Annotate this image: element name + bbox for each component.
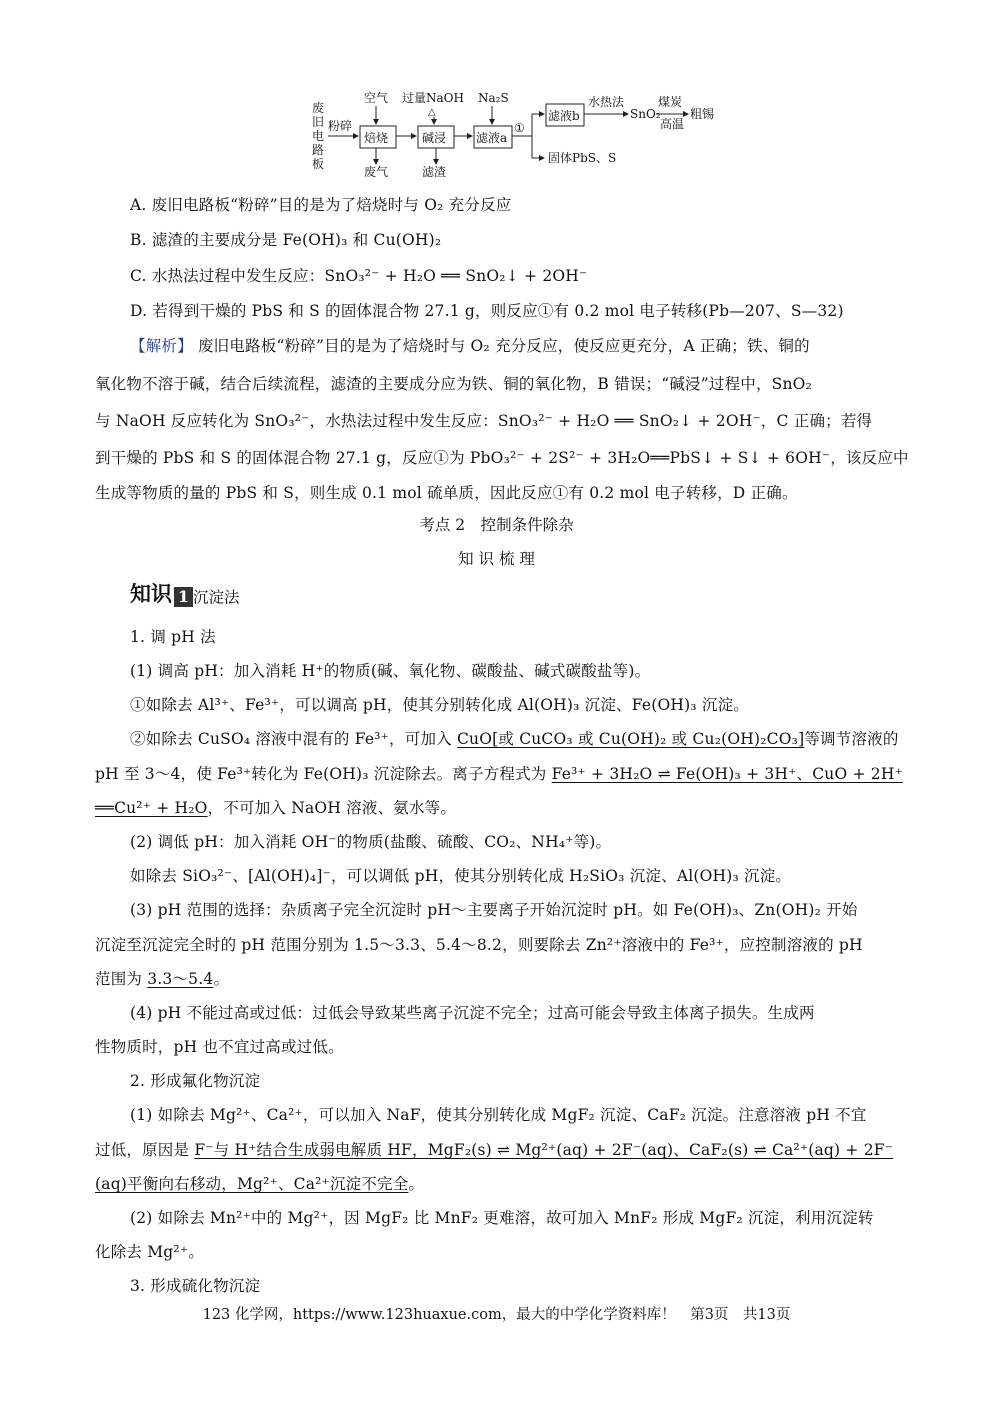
body-line: ②如除去 CuSO₄ 溶液中混有的 Fe³⁺，可加入 CuO[或 CuCO₃ 或 Cu(OH)₂ 或 Cu₂(OH)₂CO₃]等调节溶液的	[130, 730, 899, 748]
body-line: 3. 形成硫化物沉淀	[130, 1277, 261, 1295]
flow-start-char: 旧	[312, 115, 325, 129]
flow-air-label: 空气	[364, 91, 389, 105]
flow-crude-tin: 粗锡	[690, 107, 715, 121]
body-line: (4) pH 不能过高或过低：过低会导致某些离子沉淀不完全；过高可能会导致主体离子损失。生成两	[130, 1004, 815, 1022]
flow-hydrothermal: 水热法	[588, 95, 625, 109]
flow-high-temp: 高温	[660, 117, 685, 131]
flow-waste-gas: 废气	[364, 165, 389, 178]
knowledge-subtitle: 沉淀法	[193, 588, 240, 607]
answer-underline: ══Cu²⁺ + H₂O	[95, 799, 208, 817]
svg-text:滤液b: 滤液b	[548, 109, 580, 123]
body-line: (aq)平衡向右移动，Mg²⁺、Ca²⁺沉淀不完全。	[95, 1175, 425, 1193]
body-line: (1) 如除去 Mg²⁺、Ca²⁺，可以加入 NaF，使其分别转化成 MgF₂ 沉淀、CaF₂ 沉淀。注意溶液 pH 不宜	[130, 1106, 867, 1124]
knowledge-number-badge: 1	[174, 587, 193, 607]
knowledge-heading	[130, 578, 240, 608]
analysis-line-1	[130, 334, 810, 356]
analysis-label: 【解析】	[130, 337, 193, 355]
body-line: 如除去 SiO₃²⁻、[Al(OH)₄]⁻，可以调低 pH，使其分别转化成 H₂SiO₃ 沉淀、Al(OH)₃ 沉淀。	[130, 867, 792, 885]
analysis-text: 废旧电路板“粉碎”目的是为了焙烧时与 O₂ 充分反应，使反应更充分，A 正确；铁、铜的	[197, 337, 810, 355]
body-line: 性物质时，pH 也不宜过高或过低。	[95, 1038, 344, 1056]
answer-underline: (aq)平衡向右移动，Mg²⁺、Ca²⁺沉淀不完全	[95, 1175, 409, 1193]
body-line: (2) 如除去 Mn²⁺中的 Mg²⁺，因 MgF₂ 比 MnF₂ 更难溶，故可加入 MnF₂ 形成 MgF₂ 沉淀，利用沉淀转	[130, 1209, 874, 1227]
section-kaodian: 考点 2 控制条件除杂	[419, 516, 574, 534]
analysis-line-2: 氧化物不溶于碱，结合后续流程，滤渣的主要成分应为铁、铜的氧化物，B 错误；“碱浸”过程中，SnO₂	[95, 375, 812, 393]
analysis-line-4: 到干燥的 PbS 和 S 的固体混合物 27.1 g，反应①为 PbO₃²⁻ + 2S²⁻ + 3H₂O══PbS↓ + S↓ + 6OH⁻，该反应中	[95, 449, 909, 467]
answer-underline: CuO[或 CuCO₃ 或 Cu(OH)₂ 或 Cu₂(OH)₂CO₃]	[456, 730, 805, 748]
knowledge-title: 知识	[130, 582, 172, 606]
flow-residue: 滤渣	[422, 165, 447, 178]
svg-text:△: △	[428, 107, 436, 118]
body-line: 过低，原因是 F⁻与 H⁺结合生成弱电解质 HF，MgF₂(s) ⇌ Mg²⁺(aq) + 2F⁻(aq)、CaF₂(s) ⇌ Ca²⁺(aq) + 2F⁻	[95, 1141, 894, 1159]
body-line: (2) 调低 pH：加入消耗 OH⁻的物质(盐酸、硫酸、CO₂、NH₄⁺等)。	[130, 833, 612, 851]
process-flow-diagram	[300, 88, 730, 178]
body-line: (1) 调高 pH：加入消耗 H⁺的物质(碱、氧化物、碳酸盐、碱式碳酸盐等)。	[130, 662, 651, 680]
analysis-line-3: 与 NaOH 反应转化为 SnO₃²⁻，水热法过程中发生反应：SnO₃²⁻ + H₂O ══ SnO₂↓ + 2OH⁻，C 正确；若得	[95, 412, 873, 430]
flow-start-char: 电	[312, 129, 325, 143]
page-footer: 123 化学网，https://www.123huaxue.com，最大的中学化学资料库！ 第3页 共13页	[202, 1307, 791, 1323]
flow-crush-label: 粉碎	[328, 119, 353, 133]
body-line: ══Cu²⁺ + H₂O，不可加入 NaOH 溶液、氨水等。	[95, 799, 457, 817]
flow-step-one: ①	[514, 121, 525, 135]
flow-sno2: SnO₂	[630, 107, 661, 121]
body-line: 化除去 Mg²⁺。	[95, 1243, 204, 1261]
body-line: 范围为 3.3～5.4。	[95, 970, 230, 988]
flow-coal: 煤炭	[658, 95, 683, 109]
answer-underline: F⁻与 H⁺结合生成弱电解质 HF，MgF₂(s) ⇌ Mg²⁺(aq) + 2F⁻(aq)、CaF₂(s) ⇌ Ca²⁺(aq) + 2F⁻	[194, 1141, 894, 1159]
body-line: 2. 形成氟化物沉淀	[130, 1072, 261, 1090]
flow-start-char: 废	[312, 101, 325, 115]
flow-na2s-label: Na₂S	[478, 91, 509, 105]
section-zhishi-shuli: 知 识 梳 理	[458, 550, 535, 568]
body-line: 1. 调 pH 法	[130, 628, 216, 646]
body-line: 沉淀至沉淀完全时的 pH 范围分别为 1.5～3.3、5.4～8.2，则要除去 Zn²⁺溶液中的 Fe³⁺，应控制溶液的 pH	[95, 936, 863, 954]
svg-text:滤液a: 滤液a	[476, 131, 508, 145]
body-line: ①如除去 Al³⁺、Fe³⁺，可以调高 pH，使其分别转化成 Al(OH)₃ 沉淀、Fe(OH)₃ 沉淀。	[130, 696, 749, 714]
option-a: A. 废旧电路板“粉碎”目的是为了焙烧时与 O₂ 充分反应	[130, 196, 512, 214]
option-c: C. 水热法过程中发生反应：SnO₃²⁻ + H₂O ══ SnO₂↓ + 2OH⁻	[130, 267, 588, 285]
answer-underline: Fe³⁺ + 3H₂O ⇌ Fe(OH)₃ + 3H⁺、CuO + 2H⁺	[551, 765, 903, 783]
flow-solid-pbs: 固体PbS、S	[548, 151, 617, 165]
flow-naoh-label: 过量NaOH	[402, 91, 464, 105]
analysis-line-5: 生成等物质的量的 PbS 和 S，则生成 0.1 mol 硫单质，因此反应①有 0.2 mol 电子转移，D 正确。	[95, 484, 798, 502]
option-b: B. 滤渣的主要成分是 Fe(OH)₃ 和 Cu(OH)₂	[130, 231, 442, 249]
body-line: (3) pH 范围的选择：杂质离子完全沉淀时 pH～主要离子开始沉淀时 pH。如 Fe(OH)₃、Zn(OH)₂ 开始	[130, 901, 858, 919]
option-d: D. 若得到干燥的 PbS 和 S 的固体混合物 27.1 g，则反应①有 0.2 mol 电子转移(Pb—207、S—32)	[130, 302, 844, 320]
flow-start-char: 板	[312, 157, 325, 171]
svg-text:焙烧: 焙烧	[364, 131, 389, 145]
answer-underline: 3.3～5.4	[147, 970, 214, 988]
flow-start-char: 路	[312, 143, 325, 157]
svg-text:碱浸: 碱浸	[422, 131, 447, 145]
body-line: pH 至 3～4，使 Fe³⁺转化为 Fe(OH)₃ 沉淀除去。离子方程式为 Fe³⁺ + 3H₂O ⇌ Fe(OH)₃ + 3H⁺、CuO + 2H⁺	[95, 765, 903, 783]
